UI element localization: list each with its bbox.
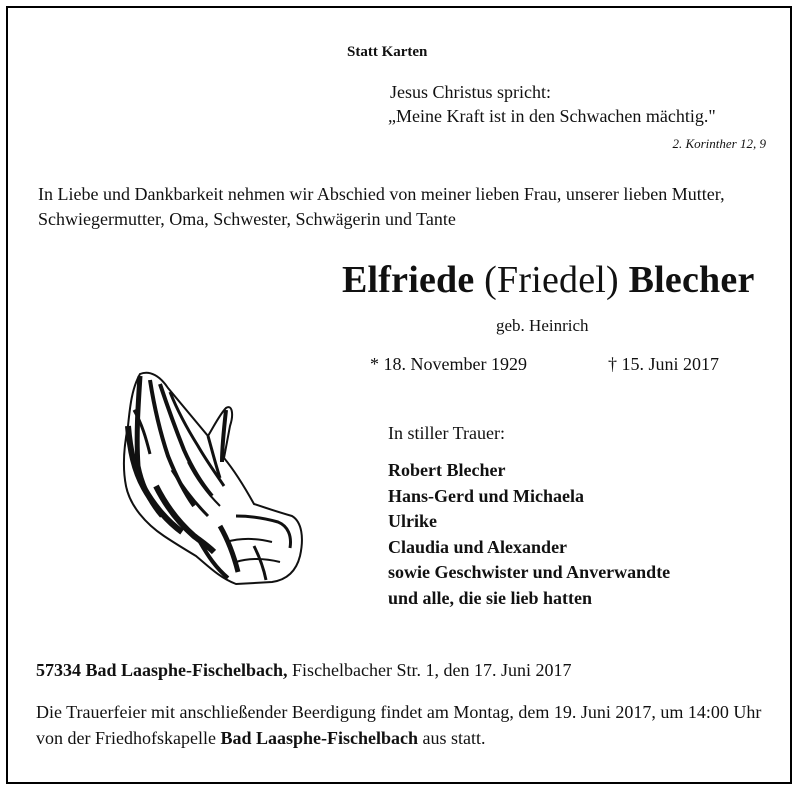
mourner-item: und alle, die sie lieb hatten [388, 587, 593, 608]
mourner-item: Robert Blecher [388, 460, 506, 480]
service-info [36, 699, 776, 751]
verse-line-2: „Meine Kraft ist in den Schwachen mächtig." [388, 106, 716, 126]
mourner-item: Claudia und Alexander [388, 536, 568, 557]
deceased-name [342, 258, 755, 302]
service-location: Bad Laasphe-Fischelbach [220, 728, 418, 748]
mourner-item: sowie Geschwister und Anverwandte [388, 562, 671, 583]
maiden-name: geb. Heinrich [496, 316, 589, 335]
verse-reference: 2. Korinther 12, 9 [672, 136, 766, 151]
birth-date: * 18. November 1929 [370, 354, 527, 374]
service-text-1: Die Trauerfeier mit anschließender Beerdigung findet am Montag, dem 19. Juni 2017, um 14:00 Uhr von der Friedhofskapelle [36, 702, 762, 748]
intro-text: In Liebe und Dankbarkeit nehmen wir Abschied von meiner lieben Frau, unserer lieben Mutter, Schwiegermutter, Oma, Schwester, Schwägerin und Tante [38, 184, 725, 229]
mourners-heading: In stiller Trauer: [388, 423, 505, 443]
place-and-date [36, 660, 572, 681]
first-name: Elfriede [342, 259, 475, 301]
mourner-item: Hans-Gerd und Michaela [388, 485, 585, 506]
verse-line-1: Jesus Christus spricht: [390, 82, 552, 102]
mourner-item: Ulrike [388, 511, 437, 532]
obituary-notice [6, 6, 792, 784]
statt-karten-label: Statt Karten [347, 44, 428, 60]
address-date: Fischelbacher Str. 1, den 17. Juni 2017 [287, 660, 572, 680]
last-name: Blecher [628, 259, 755, 301]
death-date: † 15. Juni 2017 [608, 354, 720, 374]
nickname: (Friedel) [484, 259, 619, 301]
praying-hands-icon [116, 366, 306, 586]
place-name: 57334 Bad Laasphe-Fischelbach, [36, 660, 288, 680]
mourners-list [388, 458, 670, 612]
service-text-2: aus statt. [418, 728, 486, 748]
